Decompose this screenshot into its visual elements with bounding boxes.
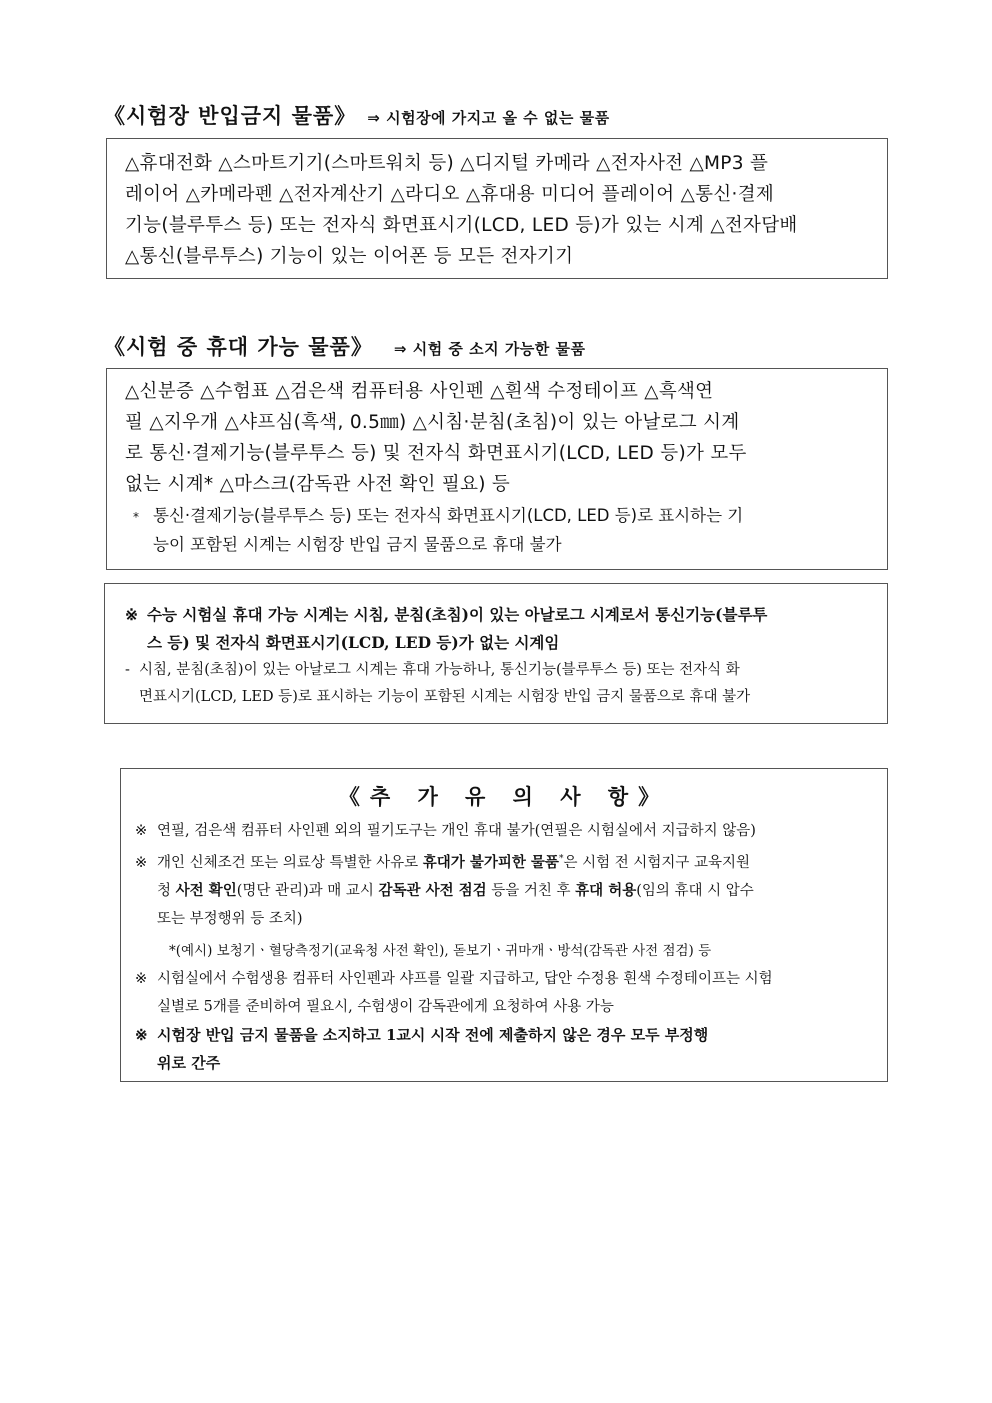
extra-item-text: (명단 관리)과 매 교시 xyxy=(236,882,379,899)
extra-item-text: 시험장 반입 금지 물품을 소지하고 1교시 시작 전에 제출하지 않은 경우 모두 부정행 xyxy=(157,1025,709,1044)
section2-title: 《시험 중 휴대 가능 물품》 xyxy=(104,334,373,359)
watch-note-bold-text: 수능 시험실 휴대 가능 시계는 시침, 분침(초침)이 있는 아날로그 시계로서 통신기능(블루투 xyxy=(147,605,768,624)
reference-mark: ※ xyxy=(125,605,138,624)
prohibited-line: △휴대전화 △스마트기기(스마트워치 등) △디지털 카메라 △전자사전 △MP3 플 xyxy=(125,153,769,174)
footnote-mark: * xyxy=(133,509,139,524)
extra-item-text: 시험실에서 수험생용 컴퓨터 사인펜과 샤프를 일괄 지급하고, 답안 수정용 흰색 수정테이프는 시험 xyxy=(157,970,773,987)
allowed-footnote xyxy=(125,502,871,559)
section1-subtitle: ⇒ 시험장에 가지고 올 수 없는 물품 xyxy=(367,109,610,127)
extra-item-bold: 휴대가 불가피한 물품 xyxy=(422,853,559,871)
extra-item-bold: 휴대 허용 xyxy=(575,881,637,899)
prohibited-line: △통신(블루투스) 기능이 있는 이어폰 등 모든 전자기기 xyxy=(125,246,574,267)
watch-note-detail xyxy=(125,657,873,711)
watch-note-detail-text: 면표시기(LCD, LED 등)로 표시하는 기능이 포함된 시계는 시험장 반입 금지 물품으로 휴대 불가 xyxy=(139,689,751,705)
prohibited-line: 기능(블루투스 등) 또는 전자식 화면표시기(LCD, LED 등)가 있는 시계 △전자담배 xyxy=(125,215,798,236)
extra-item-bold: 감독관 사전 점검 xyxy=(378,881,487,899)
watch-note-box xyxy=(104,583,888,724)
reference-mark: ※ xyxy=(135,970,148,987)
allowed-line: 로 통신·결제기능(블루투스 등) 및 전자식 화면표시기(LCD, LED 등)가 모두 xyxy=(125,443,747,464)
extra-item-text: 개인 신체조건 또는 의료상 특별한 사유로 xyxy=(157,854,423,871)
watch-note-bold-text: 스 등) 및 전자식 화면표시기(LCD, LED 등)가 없는 시계임 xyxy=(147,633,560,652)
extra-item-sup: * xyxy=(558,854,564,864)
extra-item-bold-warning xyxy=(135,1021,873,1077)
extra-example: *(예시) 보청기ㆍ혈당측정기(교육청 사전 확인), 돋보기ㆍ귀마개ㆍ방석(감독관 사전 점검) 등 xyxy=(169,942,712,959)
extra-item-text: 연필, 검은색 컴퓨터 사인펜 외의 필기도구는 개인 휴대 불가(연필은 시험실에서 지급하지 않음) xyxy=(157,823,756,839)
allowed-line: 없는 시계* △마스크(감독관 사전 확인 필요) 등 xyxy=(125,474,511,495)
extra-item xyxy=(135,817,873,845)
extra-item xyxy=(135,845,873,933)
section2-subtitle: ⇒ 시험 중 소지 가능한 물품 xyxy=(393,340,586,358)
reference-mark: ※ xyxy=(135,823,148,839)
footnote-text: 능이 포함된 시계는 시험장 반입 금지 물품으로 휴대 불가 xyxy=(153,534,562,554)
dash-mark: - xyxy=(125,662,130,678)
reference-mark: ※ xyxy=(135,1025,148,1044)
extra-item-bold: 사전 확인 xyxy=(175,881,237,899)
extra-item-text: 또는 부정행위 등 조치) xyxy=(157,910,303,927)
allowed-line: 필 △지우개 △샤프심(흑색, 0.5㎜) △시침·분침(초침)이 있는 아날로그 시계 xyxy=(125,412,740,433)
extra-title: 《추 가 유 의 사 항》 xyxy=(338,784,670,809)
watch-note-bold xyxy=(125,601,873,657)
extra-item-text: 등을 거친 후 xyxy=(486,882,576,899)
extra-item-text: 실별로 5개를 준비하여 필요시, 수험생이 감독관에게 요청하여 사용 가능 xyxy=(157,998,614,1015)
extra-item-text: (임의 휴대 시 압수 xyxy=(636,882,754,899)
prohibited-items-box xyxy=(106,138,888,279)
section2-heading xyxy=(104,331,586,361)
extra-item-text: 위로 간주 xyxy=(157,1053,221,1072)
watch-note-detail-text: 시침, 분침(초침)이 있는 아날로그 시계는 휴대 가능하나, 통신기능(블루투스 등) 또는 전자식 화 xyxy=(139,662,740,678)
extra-item-text: 청 xyxy=(157,882,176,899)
allowed-line: △신분증 △수험표 △검은색 컴퓨터용 사인펜 △흰색 수정테이프 △흑색연 xyxy=(125,381,714,402)
extra-item xyxy=(135,965,873,1021)
allowed-items-box xyxy=(106,368,888,570)
extra-notes-box xyxy=(120,768,888,1082)
prohibited-line: 레이어 △카메라펜 △전자계산기 △라디오 △휴대용 미디어 플레이어 △통신·결제 xyxy=(125,184,775,205)
extra-item-text: 은 시험 전 시험지구 교육지원 xyxy=(563,854,750,871)
section1-heading xyxy=(104,100,610,130)
footnote-text: 통신·결제기능(블루투스 등) 또는 전자식 화면표시기(LCD, LED 등)로 표시하는 기 xyxy=(153,506,744,525)
section1-title: 《시험장 반입금지 물품》 xyxy=(104,103,357,128)
reference-mark: ※ xyxy=(135,854,148,871)
